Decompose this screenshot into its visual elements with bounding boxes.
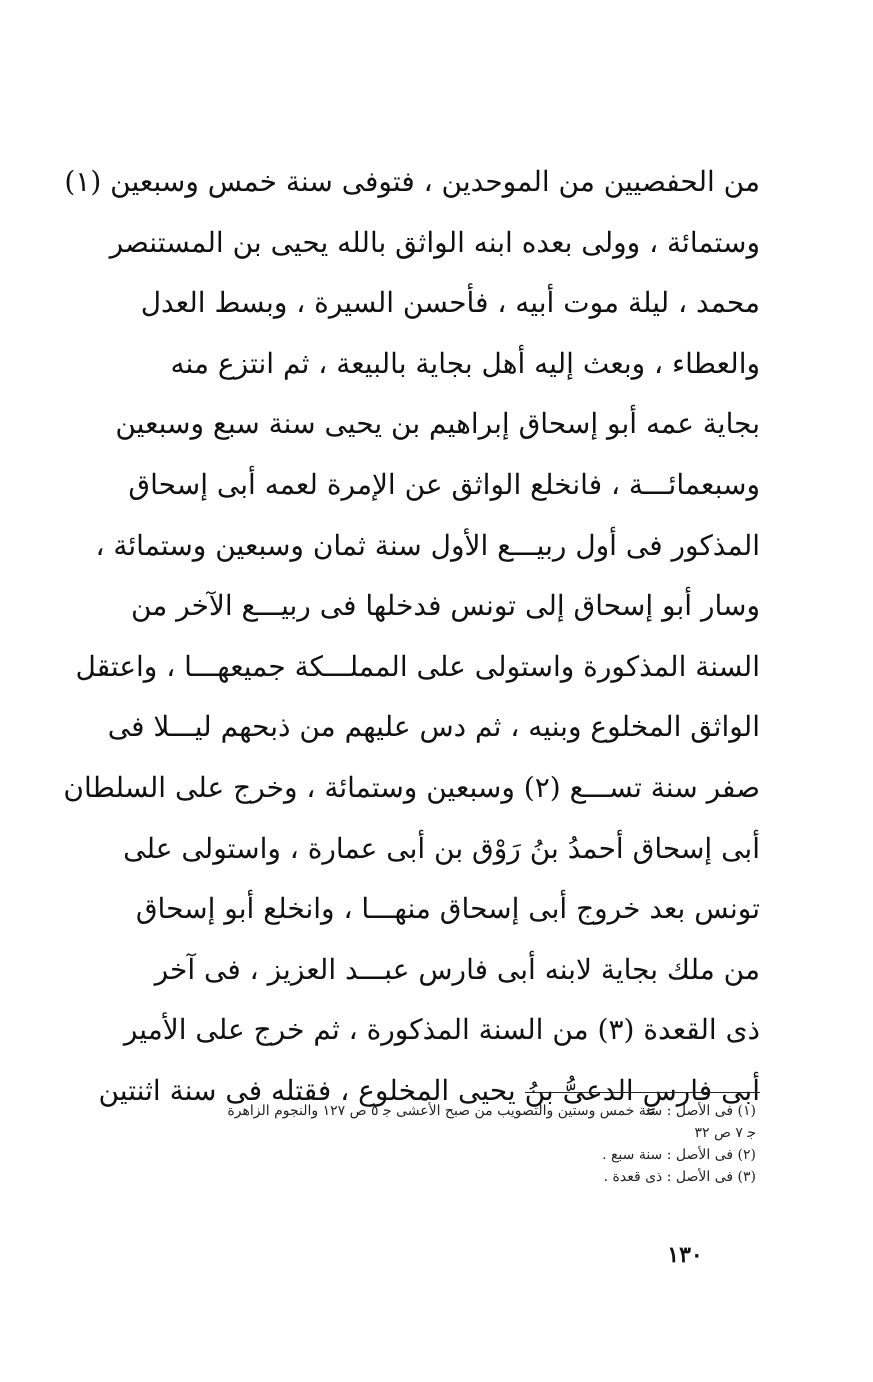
text-line: من ملك بجاية لابنه أبى فارس عبـــد العزيز ، فى آخر: [154, 952, 760, 986]
text-line: المذكور فى أول ربيـــع الأول سنة ثمان وسبعين وستمائة ،: [95, 528, 760, 562]
footnote-1: (١) فى الأصل : سنة خمس وستين والتصويب من صبح الأعشى ﺟ ٥ ص ١٢٧ والنجوم الزاهرة: [227, 1103, 756, 1119]
text-line: وستمائة ، وولى بعده ابنه الواثق بالله يحيى بن المستنصر: [109, 225, 760, 259]
footnote-2: (٢) فى الأصل : سنة سبع .: [602, 1147, 756, 1163]
text-line: أبى إسحاق أحمدُ بنُ رَوْق بن أبى عمارة ، واستولى على: [123, 831, 760, 865]
text-line: محمد ، ليلة موت أبيه ، فأحسن السيرة ، وبسط العدل: [140, 286, 760, 320]
footnote-1-continuation: ﺟ ٧ ص ٣٢: [694, 1125, 756, 1141]
footnote-divider: [525, 1092, 760, 1093]
text-line: السنة المذكورة واستولى على المملـــكة جميعهـــا ، واعتقل: [75, 649, 760, 683]
text-line: بجاية عمه أبو إسحاق إبراهيم بن يحيى سنة سبع وسبعين: [115, 407, 760, 441]
text-line: تونس بعد خروج أبى إسحاق منهـــا ، وانخلع أبو إسحاق: [135, 892, 760, 926]
text-line: والعطاء ، وبعث إليه أهل بجاية بالبيعة ، ثم انتزع منه: [170, 346, 760, 380]
text-line: وسار أبو إسحاق إلى تونس فدخلها فى ربيـــع الآخر من: [130, 589, 760, 623]
text-line: أبى فارسٍ الدعىُّ بنُ يحيى المخلوع ، فقتله فى سنة اثنتين: [98, 1073, 760, 1107]
page-number: ١٣٠: [667, 1242, 703, 1268]
text-line: من الحفصيين من الموحدين ، فتوفى سنة خمس وسبعين (١): [64, 165, 760, 198]
text-line: صفر سنة تســـع (٢) وسبعين وستمائة ، وخرج على السلطان: [63, 770, 760, 804]
text-line: وسبعمائـــة ، فانخلع الواثق عن الإمرة لعمه أبى إسحاق: [128, 467, 760, 501]
text-line: الواثق المخلوع وبنيه ، ثم دس عليهم من ذبحهم ليـــلا فى: [107, 710, 760, 744]
footnotes: [100, 1100, 756, 1188]
footnote-3: (٣) فى الأصل : ذى قعدة .: [603, 1169, 756, 1185]
main-text: [63, 152, 760, 1122]
text-line: ذى القعدة (٣) من السنة المذكورة ، ثم خرج على الأمير: [123, 1013, 760, 1047]
